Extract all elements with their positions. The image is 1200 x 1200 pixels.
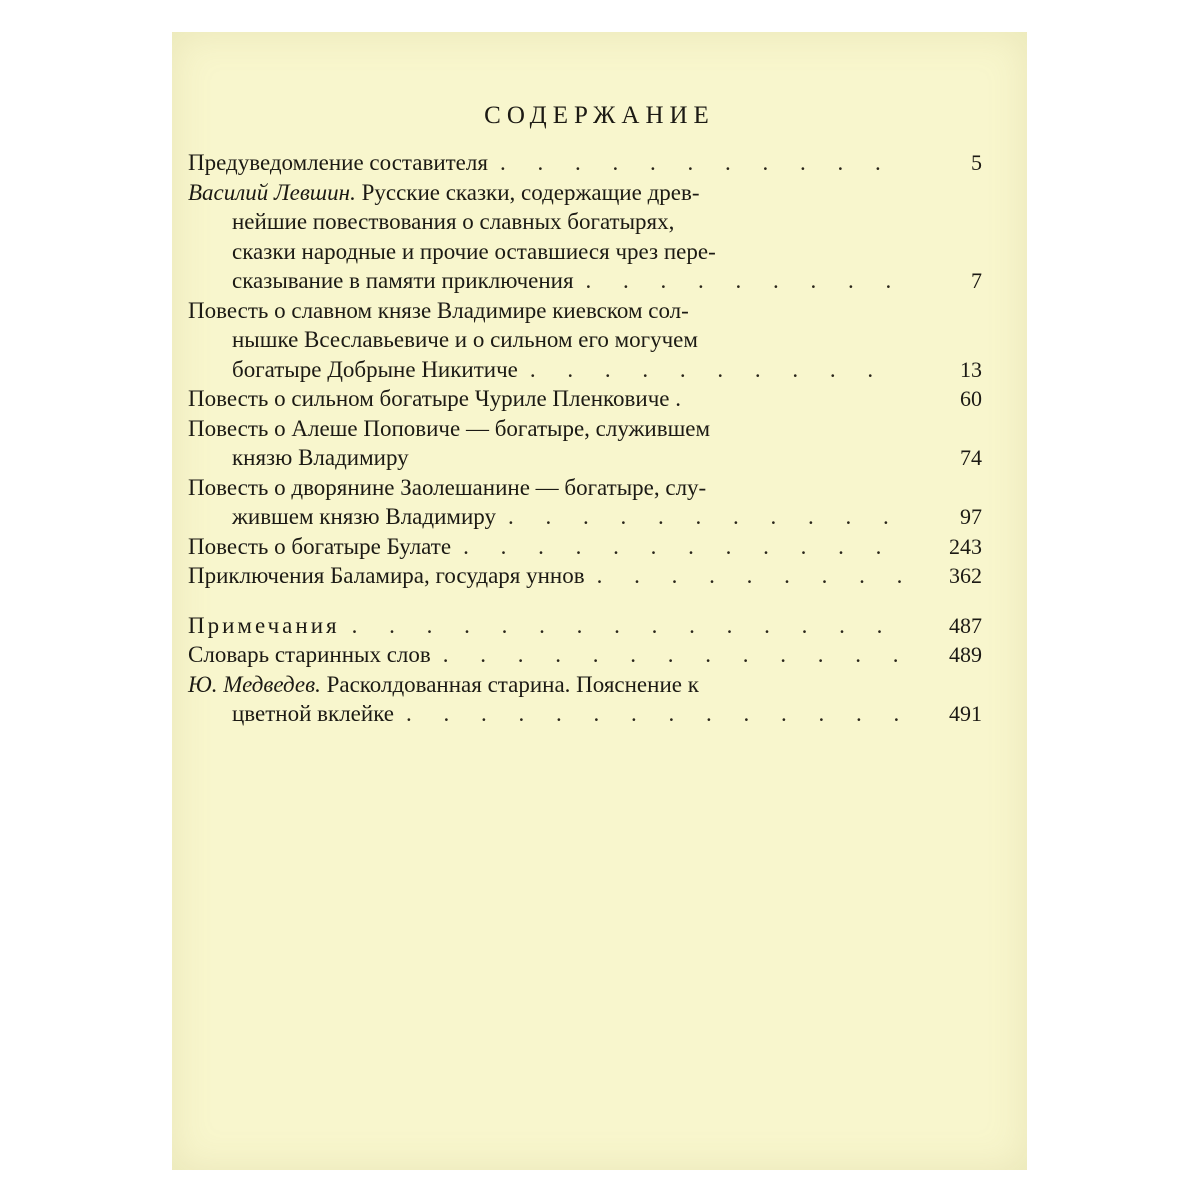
toc-entry-medvedev xyxy=(188,670,982,729)
toc-page-number: 7 xyxy=(971,268,982,293)
table-of-contents xyxy=(188,148,982,729)
toc-entry-bulat xyxy=(188,532,982,562)
toc-page-number: 491 xyxy=(949,701,982,726)
leader-dots xyxy=(518,355,906,385)
leader-dots xyxy=(574,266,906,296)
toc-entry-text: цветной вклейке xyxy=(232,701,394,726)
toc-entry-text: Повесть о Алеше Поповиче — богатыре, служившем xyxy=(188,415,711,441)
toc-page-number: 489 xyxy=(949,642,982,667)
toc-entry-text: нышке Всеславьевиче и о сильном его могучем xyxy=(232,327,698,352)
toc-entry-text: Приключения Баламира, государя уннов xyxy=(188,563,585,588)
toc-page-number: 362 xyxy=(949,563,982,588)
toc-author: Василий Левшин. xyxy=(188,179,356,205)
toc-page-number: 74 xyxy=(960,445,982,470)
toc-page-number: 13 xyxy=(960,356,982,382)
toc-entry-churila xyxy=(188,384,982,414)
leader-dots xyxy=(340,611,906,641)
toc-entry-dobrynya xyxy=(188,296,982,385)
page-title: СОДЕРЖАНИЕ xyxy=(484,102,715,129)
toc-page-number: 243 xyxy=(949,533,982,559)
leader-dots xyxy=(585,561,906,591)
toc-entry-text: нейшие повествования о славных богатырях, xyxy=(232,209,675,234)
toc-entry-text: Повесть о богатыре Булате xyxy=(188,533,452,559)
toc-entry-zaoleshanin xyxy=(188,473,982,532)
toc-author: Ю. Медведев. xyxy=(188,671,321,697)
toc-entry-text: князю Владимиру xyxy=(232,445,409,470)
toc-entry-text: Русские сказки, содержащие древ- xyxy=(355,179,700,205)
toc-entry-text: Повесть о сильном богатыре Чуриле Пленковиче . xyxy=(188,386,681,411)
toc-entry-text: Предуведомление составителя xyxy=(188,150,488,175)
toc-entry-text: Повесть о славном князе Владимире киевском сол- xyxy=(188,297,689,323)
toc-entry-glossary xyxy=(188,640,982,670)
leader-dots xyxy=(451,532,906,562)
toc-entry-balamir xyxy=(188,561,982,591)
leader-dots xyxy=(431,640,906,670)
toc-page-number: 97 xyxy=(960,504,982,529)
toc-entry-text: Повесть о дворянине Заолешанине — богатыре, слу- xyxy=(188,474,707,500)
toc-page-number: 487 xyxy=(949,612,982,638)
toc-entry-text: богатыре Добрыне Никитиче xyxy=(232,356,518,382)
toc-entry-text: Примечания xyxy=(188,612,340,638)
toc-entry-text: сказывание в памяти приключения xyxy=(232,268,574,293)
toc-entry-text: сказки народные и прочие оставшиеся чрез пере- xyxy=(232,238,716,264)
toc-entry-preface xyxy=(188,148,982,178)
toc-entry-text: Словарь старинных слов xyxy=(188,642,431,667)
toc-entry-notes xyxy=(188,611,982,641)
leader-dots xyxy=(496,502,906,532)
leader-dots xyxy=(394,699,906,729)
toc-entry-levshin-tales xyxy=(188,178,982,296)
toc-page-number: 5 xyxy=(971,150,982,175)
toc-entry-text: жившем князю Владимиру xyxy=(232,504,496,529)
section-gap xyxy=(188,591,982,611)
leader-dots xyxy=(488,148,906,178)
toc-page-number: 60 xyxy=(960,386,982,411)
toc-entry-alesha xyxy=(188,414,982,473)
toc-entry-text: Расколдованная старина. Пояснение к xyxy=(320,671,699,697)
